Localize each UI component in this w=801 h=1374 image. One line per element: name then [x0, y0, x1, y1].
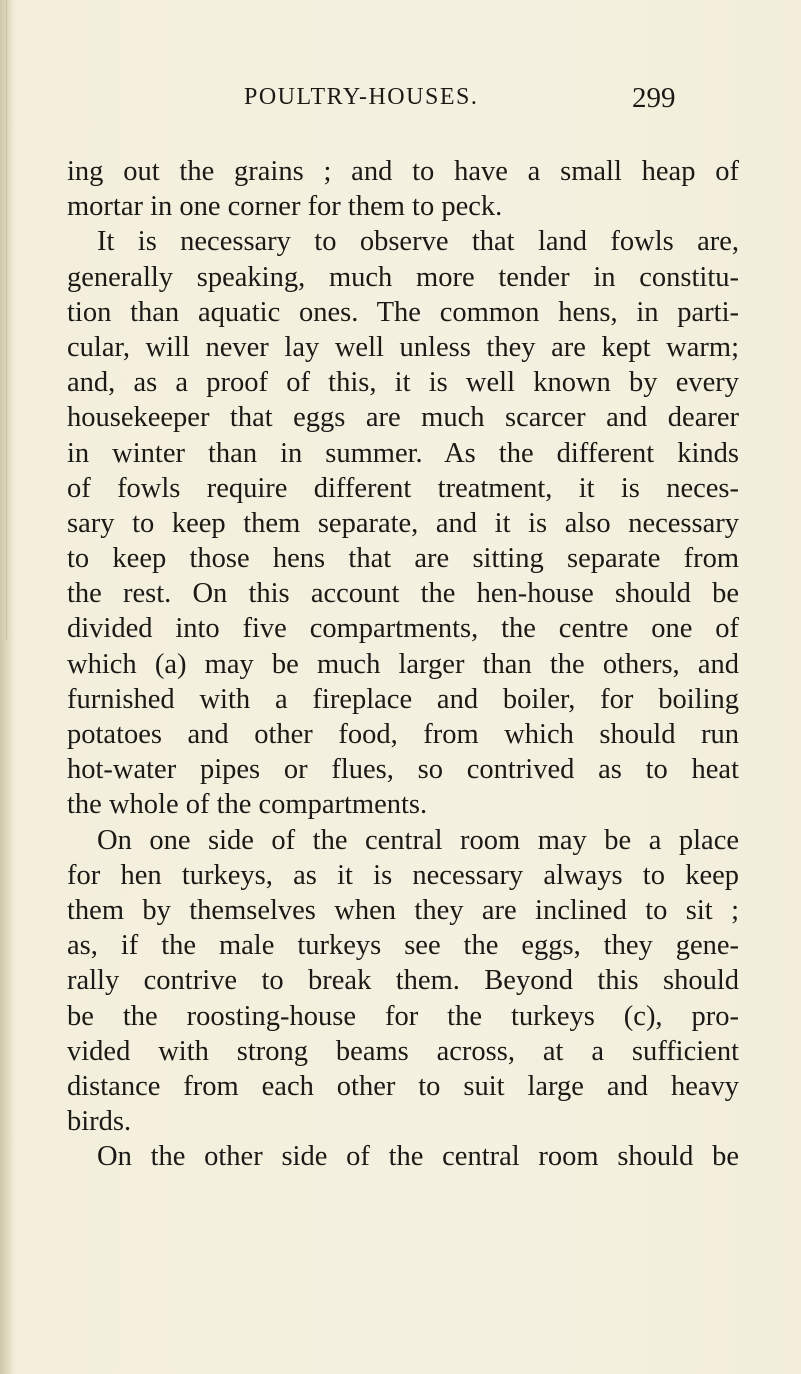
text-line: potatoes and other food, from which should run [67, 719, 739, 750]
page-gutter-shadow [0, 0, 14, 1374]
text-line: of fowls require different treatment, it is neces- [67, 472, 739, 504]
text-line: hot-water pipes or flues, so contrived as to heat [67, 754, 739, 786]
text-line: divided into five compartments, the centre one of [67, 613, 739, 645]
text-line: On one side of the central room may be a place [97, 824, 739, 856]
text-line: for hen turkeys, as it is necessary always to keep [67, 859, 739, 891]
text-line: furnished with a fireplace and boiler, for boiling [67, 683, 739, 715]
text-line: ing out the grains ; and to have a small heap of [67, 156, 739, 187]
text-line: the rest. On this account the hen-house should be [67, 578, 739, 610]
text-line: as, if the male turkeys see the eggs, they gene- [67, 930, 739, 962]
text-line: cular, will never lay well unless they are kept warm; [67, 331, 739, 363]
text-line: It is necessary to observe that land fowls are, [97, 226, 739, 258]
page-number: 299 [632, 82, 676, 114]
text-line: birds. [67, 1106, 132, 1138]
running-title: POULTRY-HOUSES. [244, 84, 479, 110]
text-line: sary to keep them separate, and it is also necessary [67, 507, 739, 539]
text-line: the whole of the compartments. [67, 789, 428, 821]
text-line: On the other side of the central room should be [97, 1141, 739, 1173]
text-line: rally contrive to break them. Beyond this should [67, 965, 739, 997]
text-line: to keep those hens that are sitting separate from [67, 543, 739, 575]
text-line: mortar in one corner for them to peck. [67, 191, 503, 223]
text-line: be the roosting-house for the turkeys (c), pro- [67, 1000, 739, 1032]
text-line: vided with strong beams across, at a sufficient [67, 1035, 739, 1067]
text-line: in winter than in summer. As the different kinds [67, 437, 739, 469]
text-line: tion than aquatic ones. The common hens, in parti- [67, 296, 739, 328]
text-line: housekeeper that eggs are much scarcer and dearer [67, 402, 739, 434]
text-line: generally speaking, much more tender in constitu- [67, 261, 739, 293]
running-header [0, 84, 801, 124]
text-line: distance from each other to suit large and heavy [67, 1070, 739, 1102]
text-line: and, as a proof of this, it is well known by every [67, 367, 739, 399]
text-line: which (a) may be much larger than the others, and [67, 648, 739, 680]
body-text [67, 154, 739, 1174]
text-line: them by themselves when they are inclined to sit ; [67, 894, 739, 926]
